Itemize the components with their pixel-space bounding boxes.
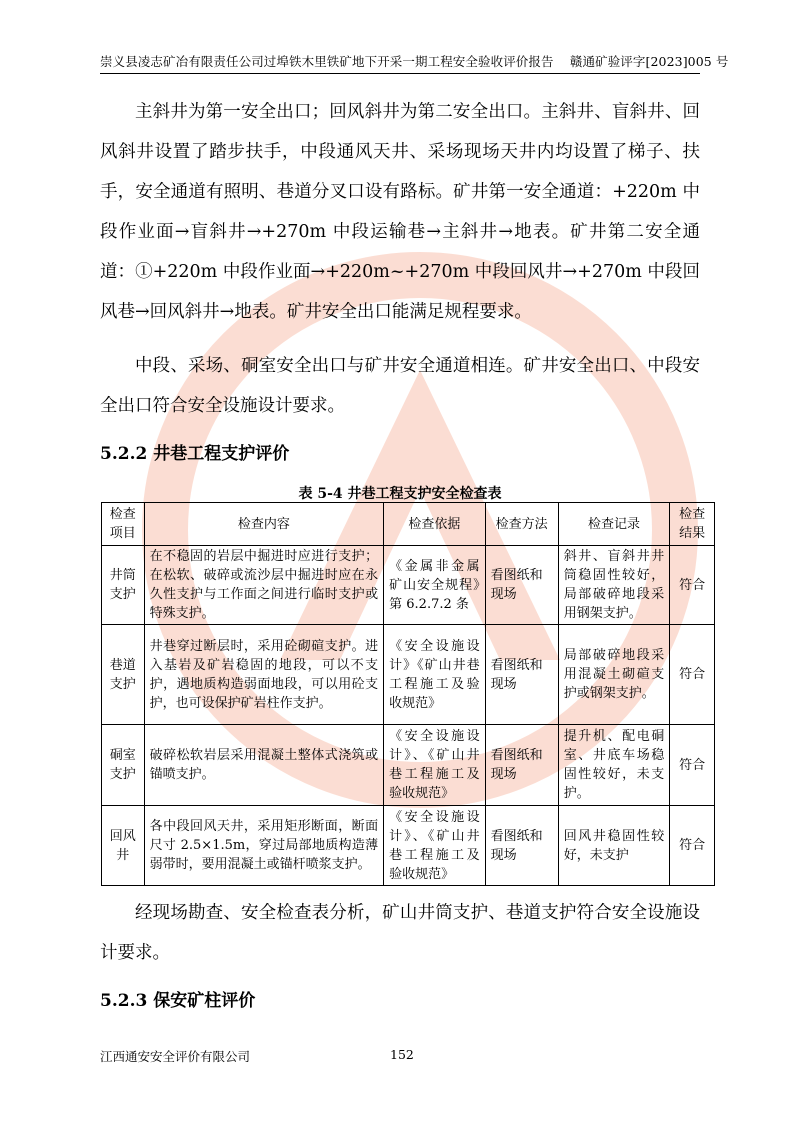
cell-basis: 《安全设施设计》《矿山井巷工程施工及验收规范》 xyxy=(384,625,485,725)
table-header-row xyxy=(102,503,715,546)
header-content: 检查内容 xyxy=(144,503,384,546)
table-row xyxy=(102,625,715,725)
cell-item: 巷道支护 xyxy=(102,625,145,725)
paragraph-conclusion: 经现场勘查、安全检查表分析，矿山井筒支护、巷道支护符合安全设施设计要求。 xyxy=(100,903,700,963)
header-title: 崇义县凌志矿冶有限责任公司过埠铁木里铁矿地下开采一期工程安全验收评价报告 xyxy=(100,54,554,69)
cell-record: 局部破碎地段采用混凝土砌碹支护或钢架支护。 xyxy=(558,625,670,725)
header-doc-number: 赣通矿验评字[2023]005 号 xyxy=(569,54,729,69)
header-basis: 检查依据 xyxy=(384,503,485,546)
cell-result: 符合 xyxy=(670,546,715,625)
table-row xyxy=(102,725,715,806)
cell-basis: 《安全设施设计》、《矿山井巷工程施工及验收规范》 xyxy=(384,725,485,806)
header-result: 检查结果 xyxy=(670,503,715,546)
cell-result: 符合 xyxy=(670,725,715,806)
header-record: 检查记录 xyxy=(558,503,670,546)
header-method: 检查方法 xyxy=(485,503,558,546)
cell-result: 符合 xyxy=(670,806,715,886)
cell-record: 斜井、盲斜井井筒稳固性较好，局部破碎地段采用钢架支护。 xyxy=(558,546,670,625)
paragraph-exit-connection: 中段、采场、硐室安全出口与矿井安全通道相连。矿井安全出口、中段安全出口符合安全设施设计要求。 xyxy=(100,356,700,416)
table-row xyxy=(102,546,715,625)
cell-item: 回风井 xyxy=(102,806,145,886)
cell-method: 看图纸和现场 xyxy=(485,725,558,806)
page-header xyxy=(100,52,729,70)
cell-record: 回风井稳固性较好，未支护 xyxy=(558,806,670,886)
cell-content: 各中段回风天井，采用矩形断面，断面尺寸 2.5×1.5m，穿过局部地质构造薄弱带时，要用混凝土或锚杆喷浆支护。 xyxy=(144,806,384,886)
cell-content: 井巷穿过断层时，采用砼砌碹支护。进入基岩及矿岩稳固的地段，可以不支护，遇地质构造弱面地段，可以用砼支护，也可设保护矿岩柱作支护。 xyxy=(144,625,384,725)
table-caption: 表 5-4 井巷工程支护安全检查表 xyxy=(298,486,502,502)
section-heading-5-2-2: 5.2.2 井巷工程支护评价 xyxy=(100,444,290,464)
page-number: 152 xyxy=(390,1047,414,1062)
cell-method: 看图纸和现场 xyxy=(485,546,558,625)
footer-company: 江西通安安全评价有限公司 xyxy=(100,1049,251,1064)
cell-record: 提升机、配电硐室、井底车场稳固性较好，未支护。 xyxy=(558,725,670,806)
cell-basis: 《金属非金属矿山安全规程》第 6.2.7.2 条 xyxy=(384,546,485,625)
cell-content: 在不稳固的岩层中掘进时应进行支护；在松软、破碎或流沙层中掘进时应在永久性支护与工作面之间进行临时支护或特殊支护。 xyxy=(144,546,384,625)
section-heading-5-2-3: 5.2.3 保安矿柱评价 xyxy=(100,991,256,1011)
table-row xyxy=(102,806,715,886)
cell-item: 井筒支护 xyxy=(102,546,145,625)
cell-method: 看图纸和现场 xyxy=(485,806,558,886)
header-item: 检查项目 xyxy=(102,503,145,546)
cell-content: 破碎松软岩层采用混凝土整体式浇筑或锚喷支护。 xyxy=(144,725,384,806)
paragraph-safety-exits: 主斜井为第一安全出口；回风斜井为第二安全出口。主斜井、盲斜井、回风斜井设置了踏步扶手，中段通风天井、采场现场天井内均设置了梯子、扶手，安全通道有照明、巷道分叉口设有路标。矿井第一安全通道：+220m 中段作业面→盲斜井→+270m 中段运输巷→主斜井→地表。矿井第二安全通道：①+220m 中段作业面→+220m~+270m 中段回风井→+270m 中段回风巷→回风斜井→地表。矿井安全出口能满足规程要求。 xyxy=(100,102,700,322)
support-check-table xyxy=(101,502,715,886)
header-rule xyxy=(100,73,700,74)
cell-basis: 《安全设施设计》、《矿山井巷工程施工及验收规范》 xyxy=(384,806,485,886)
cell-item: 硐室支护 xyxy=(102,725,145,806)
cell-result: 符合 xyxy=(670,625,715,725)
cell-method: 看图纸和现场 xyxy=(485,625,558,725)
